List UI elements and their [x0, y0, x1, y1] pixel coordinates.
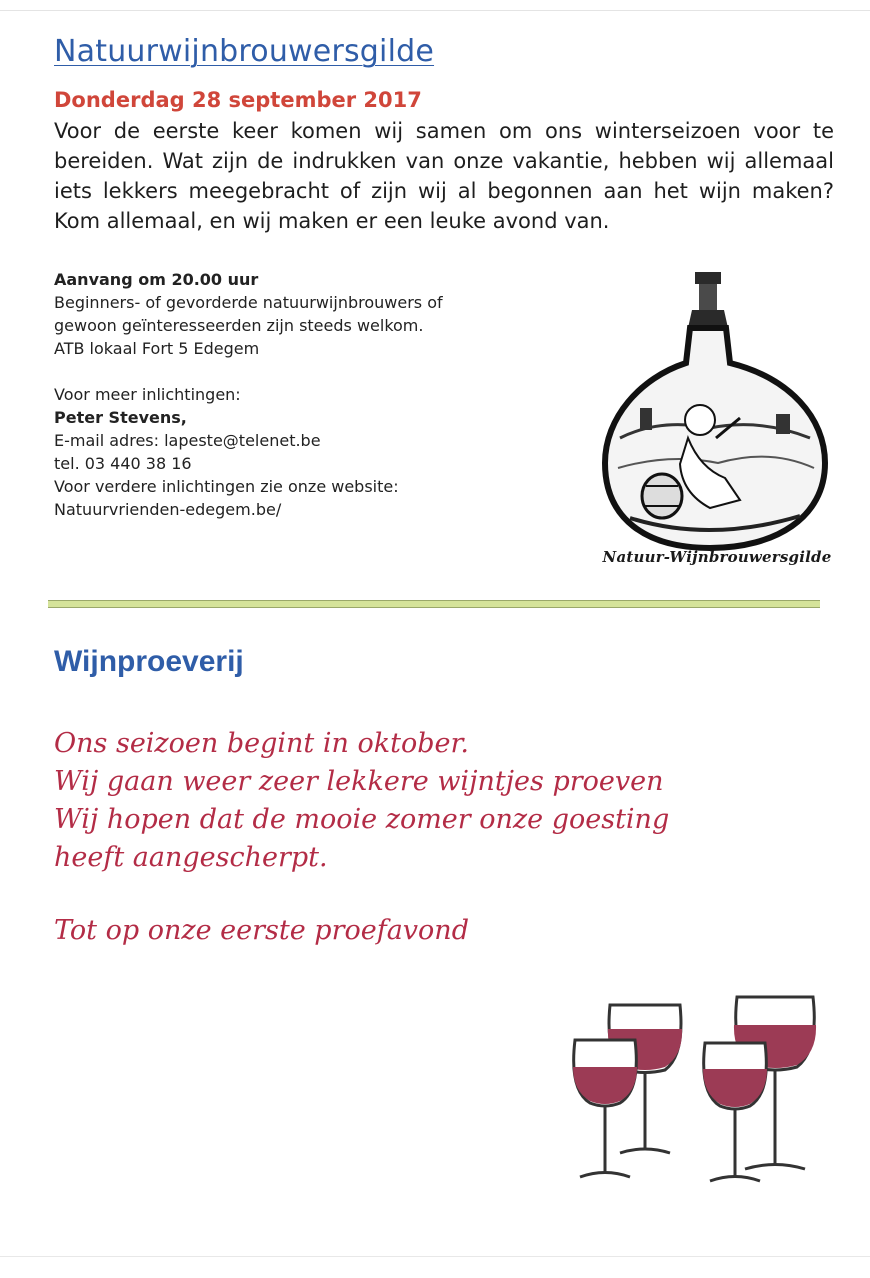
- welcome-text-2: gewoon geïnteresseerden zijn steeds welkom.: [54, 316, 424, 335]
- intro-paragraph: Voor de eerste keer komen wij samen om ons winterseizoen voor te bereiden. Wat zijn de indrukken van onze vakantie, hebben wij allemaal iets lekkers meegebracht of zijn wij al begonnen aan het wijn maken? Kom allemaal, en wij maken er een leuke avond van.: [54, 119, 834, 233]
- contact-email: E-mail adres: lapeste@telenet.be: [54, 431, 321, 450]
- tasting-line-1: Ons seizoen begint in oktober.: [54, 728, 469, 759]
- info-label: Voor meer inlichtingen:: [54, 385, 241, 404]
- wine-bottle-cherub-emblem-icon: [600, 268, 835, 573]
- logo-caption: Natuur-Wijnbrouwersgilde: [602, 548, 832, 566]
- page-edge-bottom: [0, 1256, 870, 1257]
- closing-line: Tot op onze eerste proefavond: [54, 915, 469, 946]
- tasting-message: [54, 725, 834, 877]
- start-time: Aanvang om 20.00 uur: [54, 270, 259, 289]
- event-date: Donderdag 28 september 2017: [54, 88, 422, 112]
- wine-glass-front-left: [573, 1040, 637, 1177]
- event-details: [54, 268, 574, 521]
- contact-phone: tel. 03 440 38 16: [54, 454, 192, 473]
- tasting-line-3: Wij hopen dat de mooie zomer onze goesting: [54, 804, 670, 835]
- welcome-text-1: Beginners- of gevorderde natuurwijnbrouwers of: [54, 293, 443, 312]
- contact-name: Peter Stevens,: [54, 408, 187, 427]
- website-label: Voor verdere inlichtingen zie onze website:: [54, 477, 399, 496]
- tasting-line-2: Wij gaan weer zeer lekkere wijntjes proeven: [54, 766, 664, 797]
- location: ATB lokaal Fort 5 Edegem: [54, 339, 260, 358]
- wine-glasses-icon: [565, 995, 825, 1190]
- page-edge-top: [0, 10, 870, 11]
- page-title: Natuurwijnbrouwersgilde: [54, 34, 435, 69]
- tasting-line-4: heeft aangescherpt.: [54, 842, 328, 873]
- section-divider: [48, 600, 820, 608]
- wine-glass-front-right: [703, 1043, 767, 1181]
- section-title-tasting: Wijnproeverij: [54, 645, 244, 678]
- website-link[interactable]: Natuurvrienden-edegem.be/: [54, 500, 282, 519]
